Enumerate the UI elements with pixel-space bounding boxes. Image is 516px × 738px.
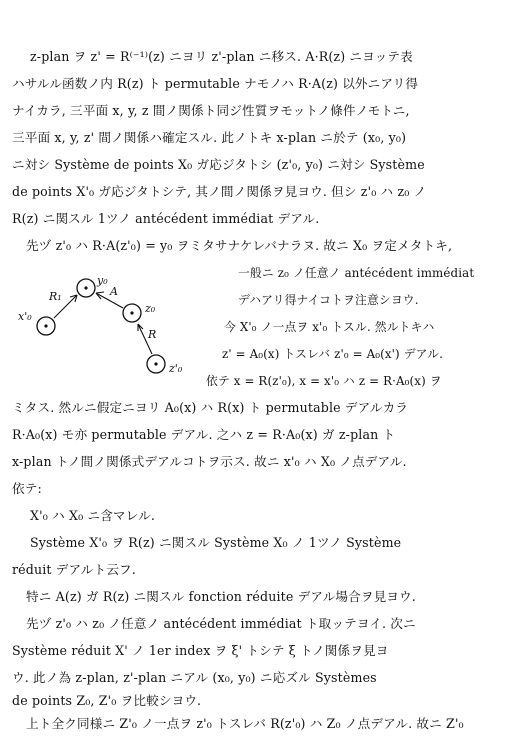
text-line-16: x-plan トノ間ノ関係式デアルコトヲ示ス. 故ニ x'₀ ハ X₀ ノ点デアル.: [12, 454, 407, 469]
text-line-12: z' = A₀(x) トスレバ z'₀ = A₀(x') デアル.: [222, 347, 443, 361]
text-line-17: 依テ:: [12, 481, 42, 496]
text-line-26: 上ト全ク同様ニ Z'₀ ノ一点ヲ z'₀ トスレバ R(z'₀) ハ Z₀ ノ点デアル. 故ニ Z'₀: [26, 716, 464, 731]
text-line-6: de points X'₀ ガ応ジタトシテ, 其ノ間ノ関係ヲ見ヨウ. 但シ z'₀ ハ z₀ ノ: [12, 184, 427, 199]
text-line-1: z-plan ヲ z' = R⁽⁻¹⁾(z) ニヨリ z'-plan ニ移ス. A·R(z) ニヨッテ表: [30, 49, 413, 64]
text-line-14: ミタス. 然ルニ假定ニヨリ A₀(x) ハ R(x) ト permutable デアルカラ: [12, 400, 409, 415]
text-line-25: de points Z₀, Z'₀ ヲ比較シヨウ.: [12, 693, 202, 708]
text-line-19: Système X'₀ ヲ R(z) ニ関スル Système X₀ ノ 1ツノ Système: [30, 535, 402, 550]
text-line-9: 一般ニ z₀ ノ任意ノ antécédent immédiat: [238, 266, 475, 280]
text-line-11: 今 X'₀ ノ一点ヲ x'₀ トスル. 然ルトキハ: [224, 320, 435, 334]
label-R1: R₁: [49, 290, 62, 303]
label-z0: z₀: [145, 302, 156, 315]
text-line-7: R(z) ニ関スル 1ツノ antécédent immédiat デアル.: [12, 211, 320, 226]
label-A: A: [110, 285, 118, 298]
text-line-8: 先ヅ z'₀ ハ R·A(z'₀) = y₀ ヲミタサナケレバナラヌ. 故ニ X₀ ヲ定メタトキ,: [26, 238, 453, 253]
text-line-5: ニ対シ Système de points X₀ ガ応ジタトシ (z'₀, y₀) ニ対シ Système: [12, 157, 425, 172]
text-line-10: デハアリ得ナイコトヲ注意シヨウ.: [238, 293, 419, 307]
text-line-24: ウ. 此ノ為 z-plan, z'-plan ニアル (x₀, y₀) ニ応ズル Systèmes: [12, 670, 377, 685]
mapping-diagram: [16, 268, 196, 384]
text-line-22: 先ヅ z'₀ ハ z₀ ノ任意ノ antécédent immédiat ト取ッテヨイ. 次ニ: [26, 616, 416, 631]
text-line-15: R·A₀(x) モ亦 permutable デアル. 之ハ z = R·A₀(x) ガ z-plan ト: [12, 427, 396, 442]
text-line-2: ハサルル函数ノ内 R(z) ト permutable ナモノハ R·A(z) 以外ニアリ得: [12, 76, 419, 91]
label-x0p: x'₀: [18, 310, 32, 323]
text-line-18: X'₀ ハ X₀ ニ含マレル.: [30, 508, 156, 523]
text-line-13: 依テ x = R(z'₀), x = x'₀ ハ z = R·A₀(x) ヲ: [206, 374, 442, 388]
text-line-3: ナイカラ, 三平面 x, y, z 間ノ関係ト同ジ性質ヲモットノ條件ノモトニ,: [12, 103, 410, 118]
label-R: R: [148, 328, 157, 341]
label-y0: y₀: [97, 274, 108, 287]
text-line-4: 三平面 x, y, z' 間ノ関係ハ確定スル. 此ノトキ x-plan ニ於テ (x₀, y₀): [12, 130, 407, 145]
text-line-21: 特ニ A(z) ガ R(z) ニ関スル fonction réduite デアル場合ヲ見ヨウ.: [26, 589, 416, 604]
text-line-23: Système réduit X' ノ 1er index ヲ ξ' トシテ ξ トノ関係ヲ見ヨ: [12, 643, 389, 658]
label-z0p: z'₀: [169, 362, 183, 375]
text-line-20: réduit デアルト云フ.: [12, 562, 136, 577]
